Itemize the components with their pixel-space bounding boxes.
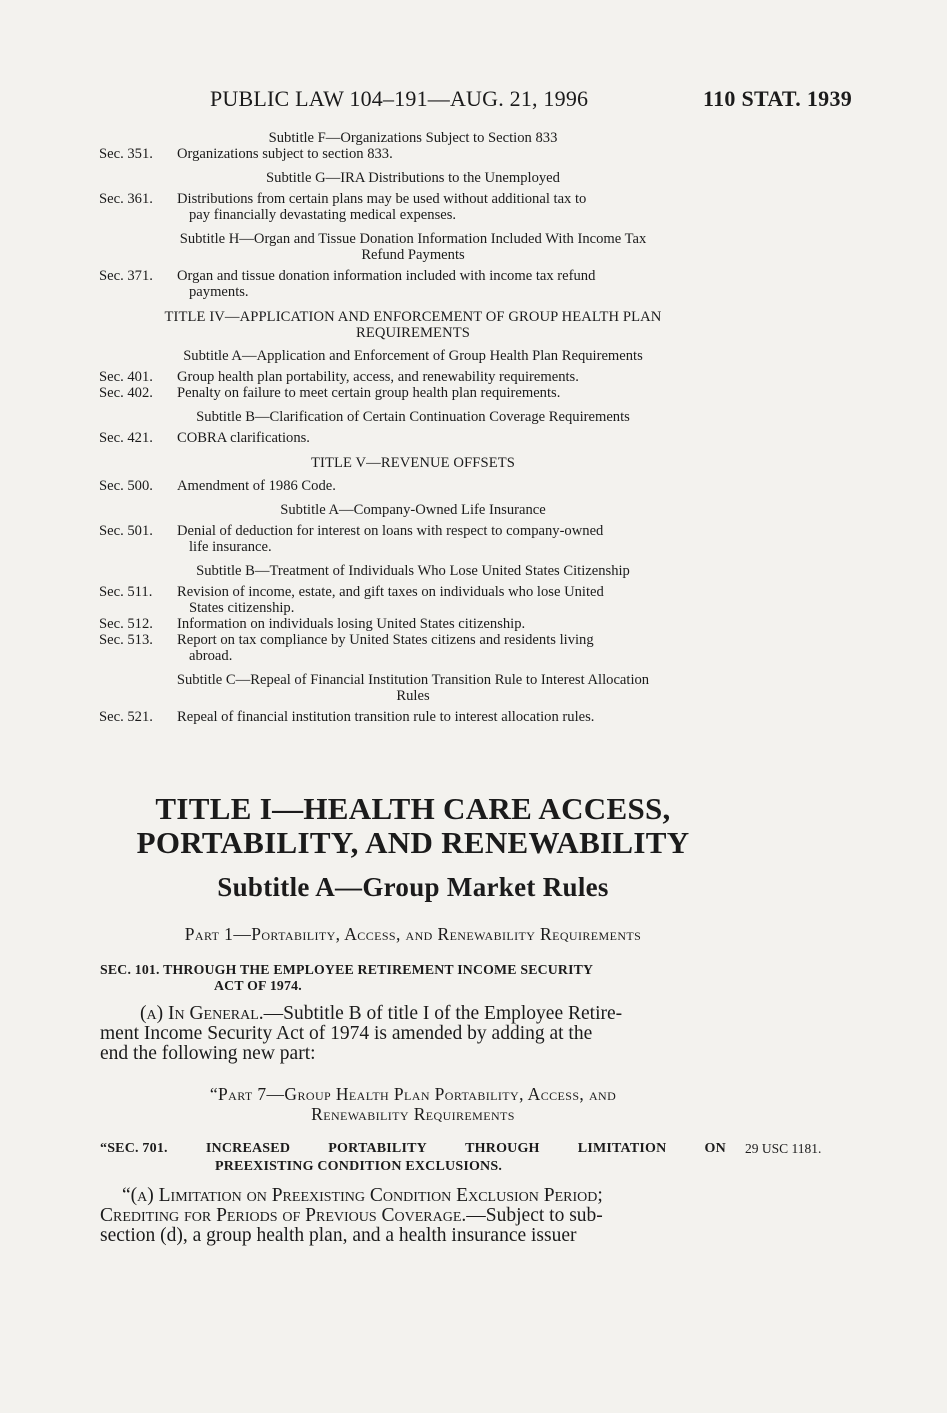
toc-entry-sec501: Sec. 501. Denial of deduction for interest on loans with respect to company-owned life insurance. [99,523,604,555]
part-1-heading: Part 1—Portability, Access, and Renewability Requirements [184,924,642,944]
toc-subtitle-g: Subtitle G—IRA Distributions to the Unemployed [266,170,560,186]
toc-subtitle-v-b: Subtitle B—Treatment of Individuals Who Lose United States Citizenship [196,563,630,579]
running-head-title: PUBLIC LAW 104–191—AUG. 21, 1996 [210,86,589,111]
usc-margin-note: 29 USC 1181. [745,1141,822,1156]
toc-entry-sec512: Sec. 512. Information on individuals losing United States citizenship. [99,616,526,632]
toc-subtitle-h: Subtitle H—Organ and Tissue Donation Information Included With Income Tax Refund Payments [179,231,647,263]
toc-subtitle-iv-a: Subtitle A—Application and Enforcement of Group Health Plan Requirements [183,348,643,364]
toc-entry-sec361: Sec. 361. Distributions from certain plans may be used without additional tax to pay financially devastating medical expenses. [99,191,587,223]
toc-subtitle-f: Subtitle F—Organizations Subject to Section 833 [268,130,558,146]
running-head [0,86,947,114]
table-of-contents [99,130,727,725]
toc-entry-sec511: Sec. 511. Revision of income, estate, and gift taxes on individuals who lose United States citizenship. [99,584,604,616]
toc-entry-sec521: Sec. 521. Repeal of financial institution transition rule to interest allocation rules. [99,709,595,725]
paragraph-701-a: “(a) Limitation on Preexisting Condition Exclusion Period; Crediting for Periods of Previous Coverage.—Subject to sub- section (d), a group health plan, and a health insurance issuer [100,1185,603,1246]
part-7-heading: “Part 7—Group Health Plan Portability, Access, and Renewability Requirements [209,1084,617,1124]
paragraph-a: (a) In General.—Subtitle B of title I of the Employee Retire- ment Income Security Act of 1974 is amended by adding at the end the following new part: [100,1003,623,1064]
toc-entry-sec401: Sec. 401. Group health plan portability, access, and renewability requirements. [99,369,579,385]
section-101-heading: SEC. 101. THROUGH THE EMPLOYEE RETIREMENT INCOME SECURITY ACT OF 1974. [100,962,594,993]
toc-entry-sec421: Sec. 421. COBRA clarifications. [99,430,310,446]
title-i-heading: TITLE I—HEALTH CARE ACCESS, PORTABILITY, AND RENEWABILITY [136,791,690,860]
toc-subtitle-v-a: Subtitle A—Company-Owned Life Insurance [280,502,546,518]
toc-entry-sec351: Sec. 351. Organizations subject to section 833. [99,146,393,162]
toc-title-iv: TITLE IV—APPLICATION AND ENFORCEMENT OF GROUP HEALTH PLAN REQUIREMENTS [164,309,662,341]
toc-entry-sec371: Sec. 371. Organ and tissue donation information included with income tax refund payments. [99,268,596,300]
toc-subtitle-v-c: Subtitle C—Repeal of Financial Institution Transition Rule to Interest Allocation Rules [176,672,650,704]
toc-entry-sec500: Sec. 500. Amendment of 1986 Code. [99,478,336,494]
toc-entry-sec513: Sec. 513. Report on tax compliance by United States citizens and residents living abroad. [99,632,594,664]
toc-entry-sec402: Sec. 402. Penalty on failure to meet certain group health plan requirements. [99,385,561,401]
toc-title-v: TITLE V—REVENUE OFFSETS [311,455,515,471]
section-701-heading: “SEC. 701. INCREASED PORTABILITY THROUGH LIMITATION ON PREEXISTING CONDITION EXCLUSIONS. [100,1141,726,1174]
toc-subtitle-iv-b: Subtitle B—Clarification of Certain Continuation Coverage Requirements [196,409,630,425]
statute-page-number: 110 STAT. 1939 [703,86,853,111]
subtitle-a-heading: Subtitle A—Group Market Rules [217,872,609,902]
